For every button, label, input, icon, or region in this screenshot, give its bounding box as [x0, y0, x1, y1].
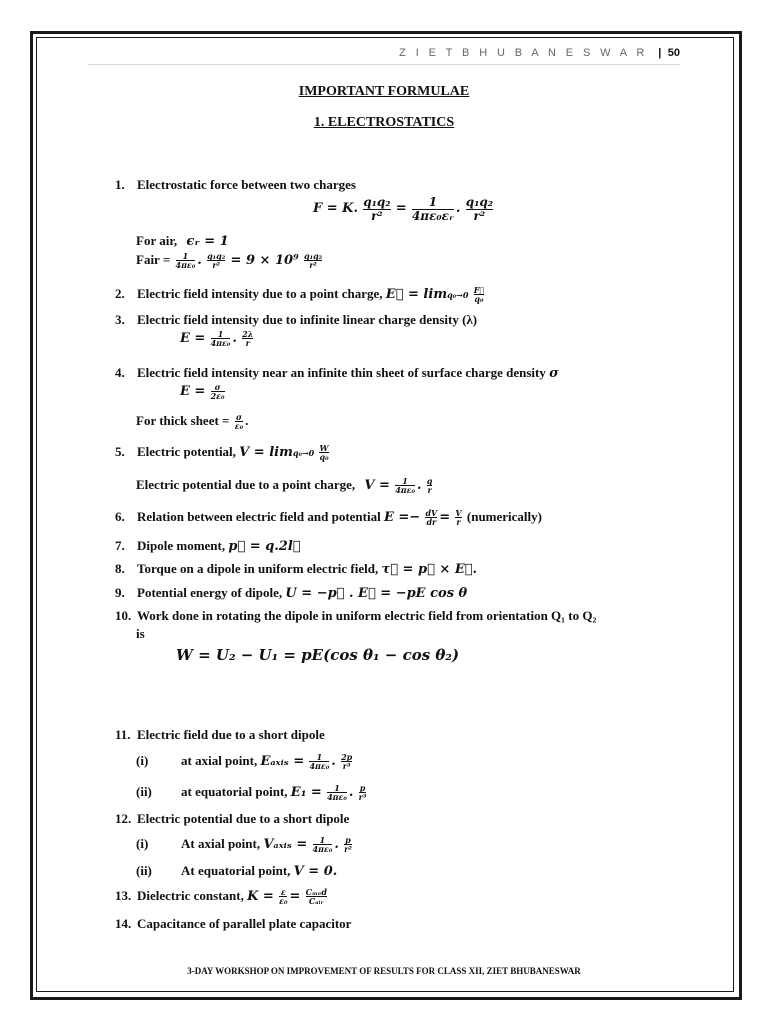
frac-num: 2λ	[242, 329, 254, 339]
fair-line	[136, 252, 324, 270]
frac-num: ε	[280, 887, 286, 897]
item-11-i	[136, 753, 354, 771]
item-number: 8.	[115, 561, 125, 576]
frac-num: 1	[316, 752, 323, 762]
frac-den: ε₀	[234, 421, 244, 432]
formula-lhs: F = K.	[313, 201, 358, 217]
thick-sheet-line	[136, 413, 248, 431]
frac-num: p	[359, 783, 366, 793]
point-potential-line	[136, 477, 434, 495]
formula-coulomb	[313, 196, 495, 222]
formula: τ⃗ = p⃗ × E⃗.	[381, 562, 478, 577]
frac-den: r²	[466, 209, 493, 223]
formula-lhs: E =	[180, 383, 206, 399]
formula-lhs: K =	[247, 888, 274, 904]
frac-den: 4πε₀	[395, 485, 415, 496]
formula: E⃗ = lim	[385, 286, 448, 302]
frac-den: r²	[363, 209, 390, 223]
minus-sign: −	[409, 509, 421, 525]
frac-num: Cₘₑd	[305, 887, 327, 897]
frac-den: 4πε₀	[327, 792, 347, 803]
frac-den: ε₀	[279, 896, 288, 907]
item-text: Electric potential due to a short dipole	[137, 811, 350, 826]
item-text: Torque on a dipole in uniform electric field,	[137, 561, 379, 576]
formula-lhs: E₁ =	[290, 784, 322, 800]
formula: p⃗ = q.2l⃗	[228, 539, 301, 554]
frac-den: r²	[207, 260, 225, 269]
frac-den: 4πε₀	[175, 260, 196, 271]
formula-sub: q₀→0	[447, 289, 469, 300]
fair-label: Fair =	[136, 251, 171, 267]
item-number: 10.	[115, 608, 132, 623]
frac-num: q₁q₂	[303, 251, 323, 261]
formula-dot: .	[331, 753, 336, 769]
item-12-ii	[136, 864, 337, 878]
frac-den: 4πε₀	[210, 338, 231, 349]
formula-lhs: Eₐₓᵢₛ =	[260, 753, 305, 769]
frac-num: 1	[319, 835, 326, 845]
frac-den: r²	[344, 844, 352, 855]
item-text: At axial point,	[181, 835, 261, 851]
sigma-symbol: σ	[549, 366, 559, 381]
item-7	[115, 539, 301, 553]
item-number: 2.	[115, 285, 125, 301]
item-number: 7.	[115, 538, 125, 553]
sub-number: (i)	[136, 835, 149, 851]
frac-den: r	[427, 485, 432, 496]
item-number: 3.	[115, 312, 125, 327]
frac-num: σ	[235, 412, 242, 422]
frac-num: q	[426, 476, 433, 486]
page-header	[399, 47, 680, 59]
item-text: at axial point,	[181, 752, 258, 768]
item-text: Electric field intensity near an infinite thin sheet of surface charge density	[137, 365, 546, 380]
item-text: Relation between electric field and potential	[137, 508, 381, 524]
period: .	[245, 412, 249, 428]
item-text: Dipole moment,	[137, 538, 226, 553]
item-number: 12.	[115, 811, 132, 826]
item-text: Work done in rotating the dipole in uniform electric field from orientation Q₁ to Q₂	[137, 608, 597, 623]
frac-num: 2p	[341, 752, 353, 762]
formula: U = −p⃗ . E⃗ = −pE cos θ	[285, 586, 468, 601]
frac-den: 4πε₀	[309, 761, 330, 772]
header-rule	[88, 64, 680, 65]
formula-dot: .	[348, 784, 354, 800]
item-10	[115, 609, 596, 622]
frac-den: dr	[426, 517, 437, 528]
item-number: 1.	[115, 177, 125, 192]
item-text: Electric field due to a short dipole	[137, 727, 325, 742]
frac-num: q₁q₂	[207, 251, 226, 261]
frac-num: 1	[402, 476, 408, 486]
frac-den: r²	[304, 260, 322, 269]
formula: V = lim	[239, 444, 293, 460]
formula-dot: .	[455, 201, 461, 217]
frac-den: Cₐᵢᵣ	[306, 896, 327, 905]
item-number: 13.	[115, 887, 132, 903]
item-text: Electric field intensity due to infinite linear charge density (λ)	[137, 312, 478, 327]
frac-den: r³	[358, 792, 367, 803]
item-14	[115, 917, 351, 930]
formula-dot: .	[197, 252, 202, 268]
page-footer: 3-DAY WORKSHOP ON IMPROVEMENT OF RESULTS FOR CLASS XII, ZIET BHUBANESWAR	[187, 966, 581, 976]
page-title: IMPORTANT FORMULAE	[298, 84, 470, 99]
header-separator: |	[658, 47, 662, 59]
item-number: 5.	[115, 443, 125, 459]
item-11	[115, 728, 325, 741]
item-text: Electric potential due to a point charge,	[136, 476, 356, 492]
formula-line-charge	[180, 330, 255, 348]
section-title: 1. ELECTROSTATICS	[313, 115, 455, 130]
formula-thin-sheet	[180, 383, 227, 401]
formula-eq: =	[395, 201, 407, 217]
item-8	[115, 562, 477, 576]
item-4	[115, 366, 559, 380]
formula-eq: = 9 × 10⁹	[230, 252, 299, 268]
frac-num: p	[345, 835, 351, 845]
item-2	[115, 286, 486, 304]
page-number: 50	[667, 47, 680, 59]
for-air-line	[136, 234, 229, 248]
frac-den: 4πε₀εᵣ	[411, 208, 454, 223]
item-text: Electrostatic force between two charges	[137, 177, 356, 192]
item-12	[115, 812, 349, 825]
item-6	[115, 509, 542, 527]
item-number: 6.	[115, 508, 125, 524]
item-11-ii	[136, 784, 368, 802]
frac-den: r³	[342, 761, 351, 772]
frac-den: 4πε₀	[312, 844, 333, 855]
formula-eq: =	[439, 509, 451, 525]
item-1	[115, 178, 356, 191]
formula-sub: q₀→0	[292, 447, 315, 458]
formula-work	[176, 648, 459, 664]
item-9	[115, 586, 467, 600]
formula-lhs: E =	[383, 509, 410, 525]
sub-number: (ii)	[136, 783, 152, 799]
item-text: Capacitance of parallel plate capacitor	[137, 916, 352, 931]
formula-dot: .	[416, 477, 422, 493]
item-number: 11.	[115, 727, 131, 742]
item-3	[115, 313, 477, 326]
sub-number: (i)	[136, 752, 149, 768]
frac-den: r	[456, 517, 461, 528]
frac-num: σ	[214, 382, 221, 392]
item-13	[115, 888, 329, 906]
frac-num: F⃗	[473, 285, 485, 295]
item-text: Electric potential,	[137, 443, 236, 459]
item-number: 4.	[115, 365, 125, 380]
item-5	[115, 444, 331, 462]
frac-num: 1	[217, 329, 224, 339]
formula: V = 0.	[293, 864, 338, 879]
frac-num: 1	[334, 783, 340, 793]
item-text: At equatorial point,	[181, 863, 291, 878]
formula-lhs: Vₐₓᵢₛ =	[263, 836, 308, 852]
header-org: Z I E T B H U B A N E S W A R	[399, 47, 648, 59]
formula-lhs: E =	[180, 330, 206, 346]
frac-num: dV	[425, 508, 438, 518]
item-number: 14.	[115, 916, 132, 931]
item-text: Potential energy of dipole,	[137, 585, 283, 600]
frac-den: 2ε₀	[210, 391, 225, 402]
item-text: Dielectric constant,	[137, 887, 244, 903]
frac-den: r	[242, 338, 253, 347]
sub-number: (ii)	[136, 863, 152, 878]
frac-den: q₀	[474, 294, 484, 305]
item-10-cont: is	[136, 626, 145, 641]
formula-eq: =	[289, 888, 301, 904]
item-number: 9.	[115, 585, 125, 600]
for-air-formula: ϵᵣ = 1	[186, 234, 229, 249]
frac-num: q₁q₂	[363, 195, 391, 209]
item-12-i	[136, 836, 354, 854]
frac-num: W	[319, 443, 329, 453]
frac-num: 1	[182, 251, 189, 261]
for-air-label: For air,	[136, 233, 178, 248]
thick-sheet-label: For thick sheet =	[136, 412, 230, 428]
formula-lhs: V =	[364, 477, 390, 493]
frac-num: 1	[428, 195, 438, 209]
formula: W = U₂ − U₁ = pE(cos θ₁ − cos θ₂)	[176, 646, 460, 664]
item-text: at equatorial point,	[181, 783, 288, 799]
frac-num: q₁q₂	[465, 195, 493, 209]
tail-text: (numerically)	[466, 508, 542, 524]
item-text: Electric field intensity due to a point charge,	[137, 285, 383, 301]
formula-dot: .	[232, 330, 237, 346]
frac-den: q₀	[319, 452, 329, 463]
frac-num: V	[455, 508, 462, 518]
formula-dot: .	[334, 836, 339, 852]
